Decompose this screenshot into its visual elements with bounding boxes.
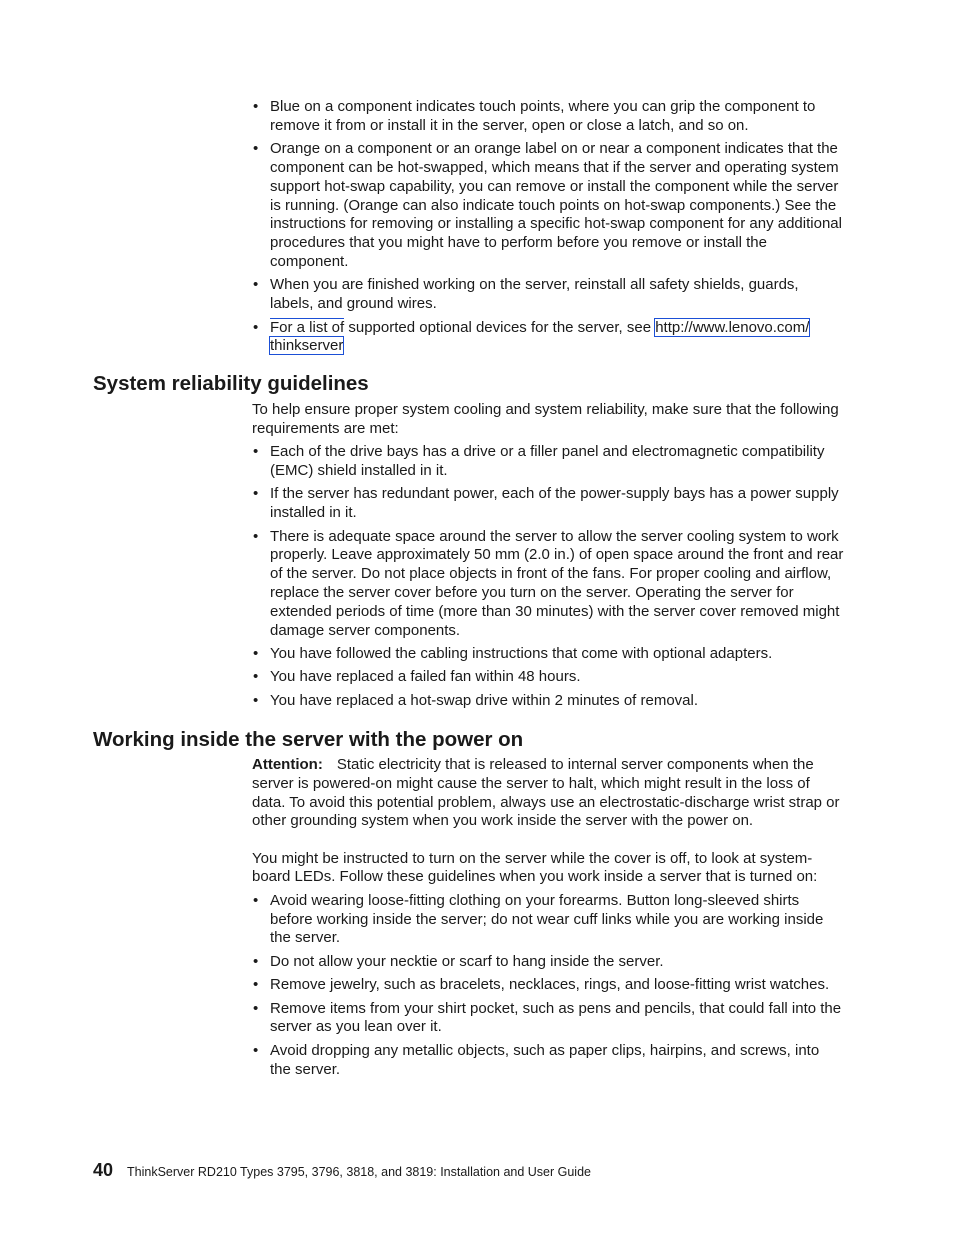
list-item-link [252, 319, 844, 357]
reliability-list [252, 443, 844, 710]
list-item: • If the server has redundant power, each of the power-supply bays has a power supply installed in it. [252, 485, 844, 523]
list-item: • Remove jewelry, such as bracelets, necklaces, rings, and loose-fitting wrist watches. [252, 976, 844, 995]
section-heading-reliability: System reliability guidelines [93, 372, 369, 395]
list-item: • You have replaced a failed fan within 48 hours. [252, 668, 844, 687]
list-item: • Avoid dropping any metallic objects, such as paper clips, hairpins, and screws, into the server. [252, 1042, 844, 1080]
attention-label: Attention: [252, 756, 323, 773]
list-item: • There is adequate space around the server to allow the server cooling system to work properly. Leave approximately 50 mm (2.0 in.) of open space around the front and rear of the server. Do not place objects in front of the fans. For proper cooling and airflow, replace the server cover before you turn on the server. Operating the server for extended periods of time (more than 30 minutes) with the server cover removed might damage server components. [252, 528, 844, 641]
link-lead-text[interactable]: For a list of [270, 318, 345, 336]
power-on-section [252, 756, 844, 1084]
list-item: • Each of the drive bays has a drive or a filler panel and electromagnetic compatibility (EMC) shield installed in it. [252, 443, 844, 481]
page-number: 40 [93, 1160, 114, 1180]
list-item: • You have followed the cabling instructions that come with optional adapters. [252, 645, 844, 664]
link-bullet-text: supported optional devices for the server, see [344, 318, 656, 336]
lenovo-url-link[interactable]: http://www.lenovo.com/ [655, 318, 810, 336]
list-item: • Orange on a component or an orange label on or near a component indicates that the component can be hot-swapped, which means that if the server and operating system support hot-swap capability, you can remove or install the component while the server is running. (Orange can also indicate touch points on hot-swap components.) See the instructions for removing or installing a specific hot-swap component for any additional procedures that you might have to perform before you remove or install the component. [252, 140, 844, 272]
list-item: • When you are finished working on the server, reinstall all safety shields, guards, labels, and ground wires. [252, 276, 844, 314]
list-item: • Remove items from your shirt pocket, such as pens and pencils, that could fall into the server as you lean over it. [252, 1000, 844, 1038]
list-item: • Do not allow your necktie or scarf to hang inside the server. [252, 953, 844, 972]
page-footer [93, 1160, 591, 1181]
attention-text: Static electricity that is released to internal server components when the server is powered-on might cause the server to halt, which might result in the loss of data. To avoid this potential problem, always use an electrostatic-discharge wrist strap or other grounding system when you work inside the server with the power on. [252, 756, 840, 830]
lenovo-url-link-cont[interactable]: thinkserver [270, 337, 344, 355]
list-item: • You have replaced a hot-swap drive within 2 minutes of removal. [252, 692, 844, 711]
reliability-intro: To help ensure proper system cooling and system reliability, make sure that the following requirements are met: [252, 401, 839, 437]
section-heading-power-on: Working inside the server with the power on [93, 728, 524, 751]
top-bullet-list [252, 98, 844, 356]
power-on-intro: You might be instructed to turn on the server while the cover is off, to look at system-board LEDs. Follow these guidelines when you work inside a server that is turned on: [252, 849, 818, 886]
top-bullet-section [252, 98, 844, 361]
list-item: • Blue on a component indicates touch points, where you can grip the component to remove it from or install it in the server, open or close a latch, and so on. [252, 98, 844, 136]
list-item: • Avoid wearing loose-fitting clothing on your forearms. Button long-sleeved shirts before working inside the server; do not wear cuff links while you are working inside the server. [252, 892, 844, 948]
document-title: ThinkServer RD210 Types 3795, 3796, 3818, and 3819: Installation and User Guide [127, 1165, 591, 1179]
attention-paragraph [252, 756, 844, 831]
power-on-list [252, 892, 844, 1080]
reliability-section [252, 401, 844, 715]
